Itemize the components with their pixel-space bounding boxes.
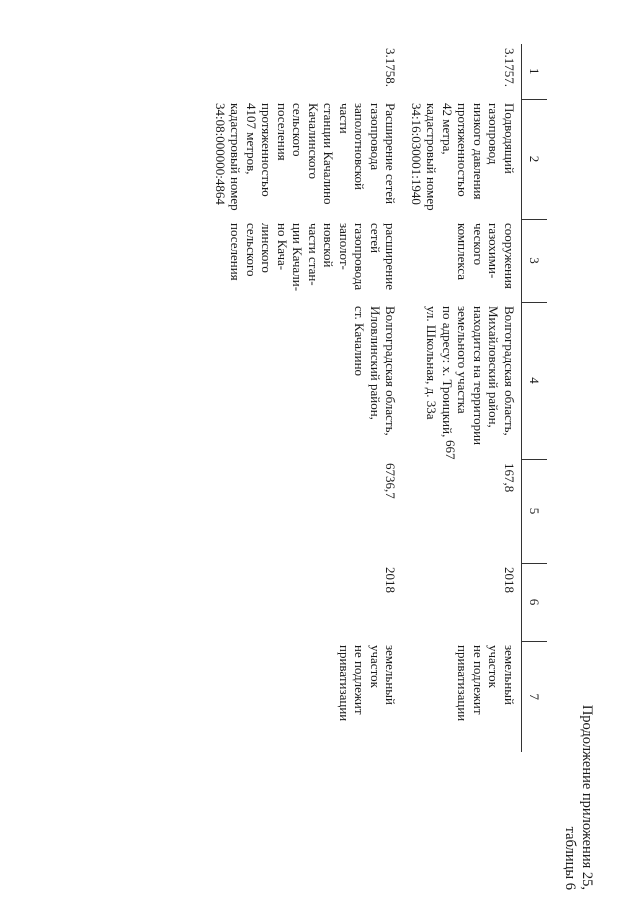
- continuation-heading: [561, 705, 595, 890]
- object-address: Волгоградская область, Михайловский район, находится на территории земельного участка по адресу: х. Троицкий, ул. Школьная, д. 33а: [424, 306, 517, 446]
- table-row: [207, 44, 403, 752]
- object-purpose: расширение сетей газопровода заполот- новской части стан- ции Качали- но Кача- линского сельского поселения: [228, 223, 399, 292]
- object-note: земельный участок не подлежит приватизации: [455, 645, 517, 722]
- column-header-7: 7: [522, 641, 548, 752]
- continuation-line-1: Продолжение приложения 25,: [579, 704, 595, 890]
- page-number: 667: [443, 440, 458, 460]
- object-year: 2018: [502, 567, 517, 593]
- header-row: [522, 44, 548, 752]
- continuation-line-2: таблицы 6: [562, 826, 578, 890]
- row-number: 3.1758.: [383, 48, 399, 87]
- table-row: [403, 44, 522, 752]
- object-note: земельный участок не подлежит приватизации: [337, 645, 399, 722]
- column-header-2: 2: [522, 99, 548, 219]
- column-header-4: 4: [522, 302, 548, 459]
- object-address: Волгоградская область, Иловлинский район, ст. Качалино: [352, 306, 399, 436]
- object-purpose: сооружения газохими- ческого комплекса: [455, 223, 517, 289]
- object-year: 2018: [383, 567, 399, 593]
- object-value: 167,8: [502, 463, 517, 493]
- object-value: 6736,7: [383, 463, 399, 499]
- column-header-5: 5: [522, 459, 548, 563]
- object-name: Расширение сетей газопровода заполотновской части станции Качалино Качалинского сельского поселения протяженностью 4107 метров, кадастровый номер 34:08:000000:4864: [213, 103, 399, 211]
- column-header-1: 1: [522, 44, 548, 99]
- column-header-3: 3: [522, 219, 548, 302]
- object-name: Подводящий газопровод низкого давления протяженностью 42 метра, кадастровый номер 34:16:030001:1940: [409, 103, 517, 211]
- row-number: 3.1757.: [502, 48, 517, 87]
- registry-table: [207, 44, 548, 752]
- column-header-6: 6: [522, 563, 548, 641]
